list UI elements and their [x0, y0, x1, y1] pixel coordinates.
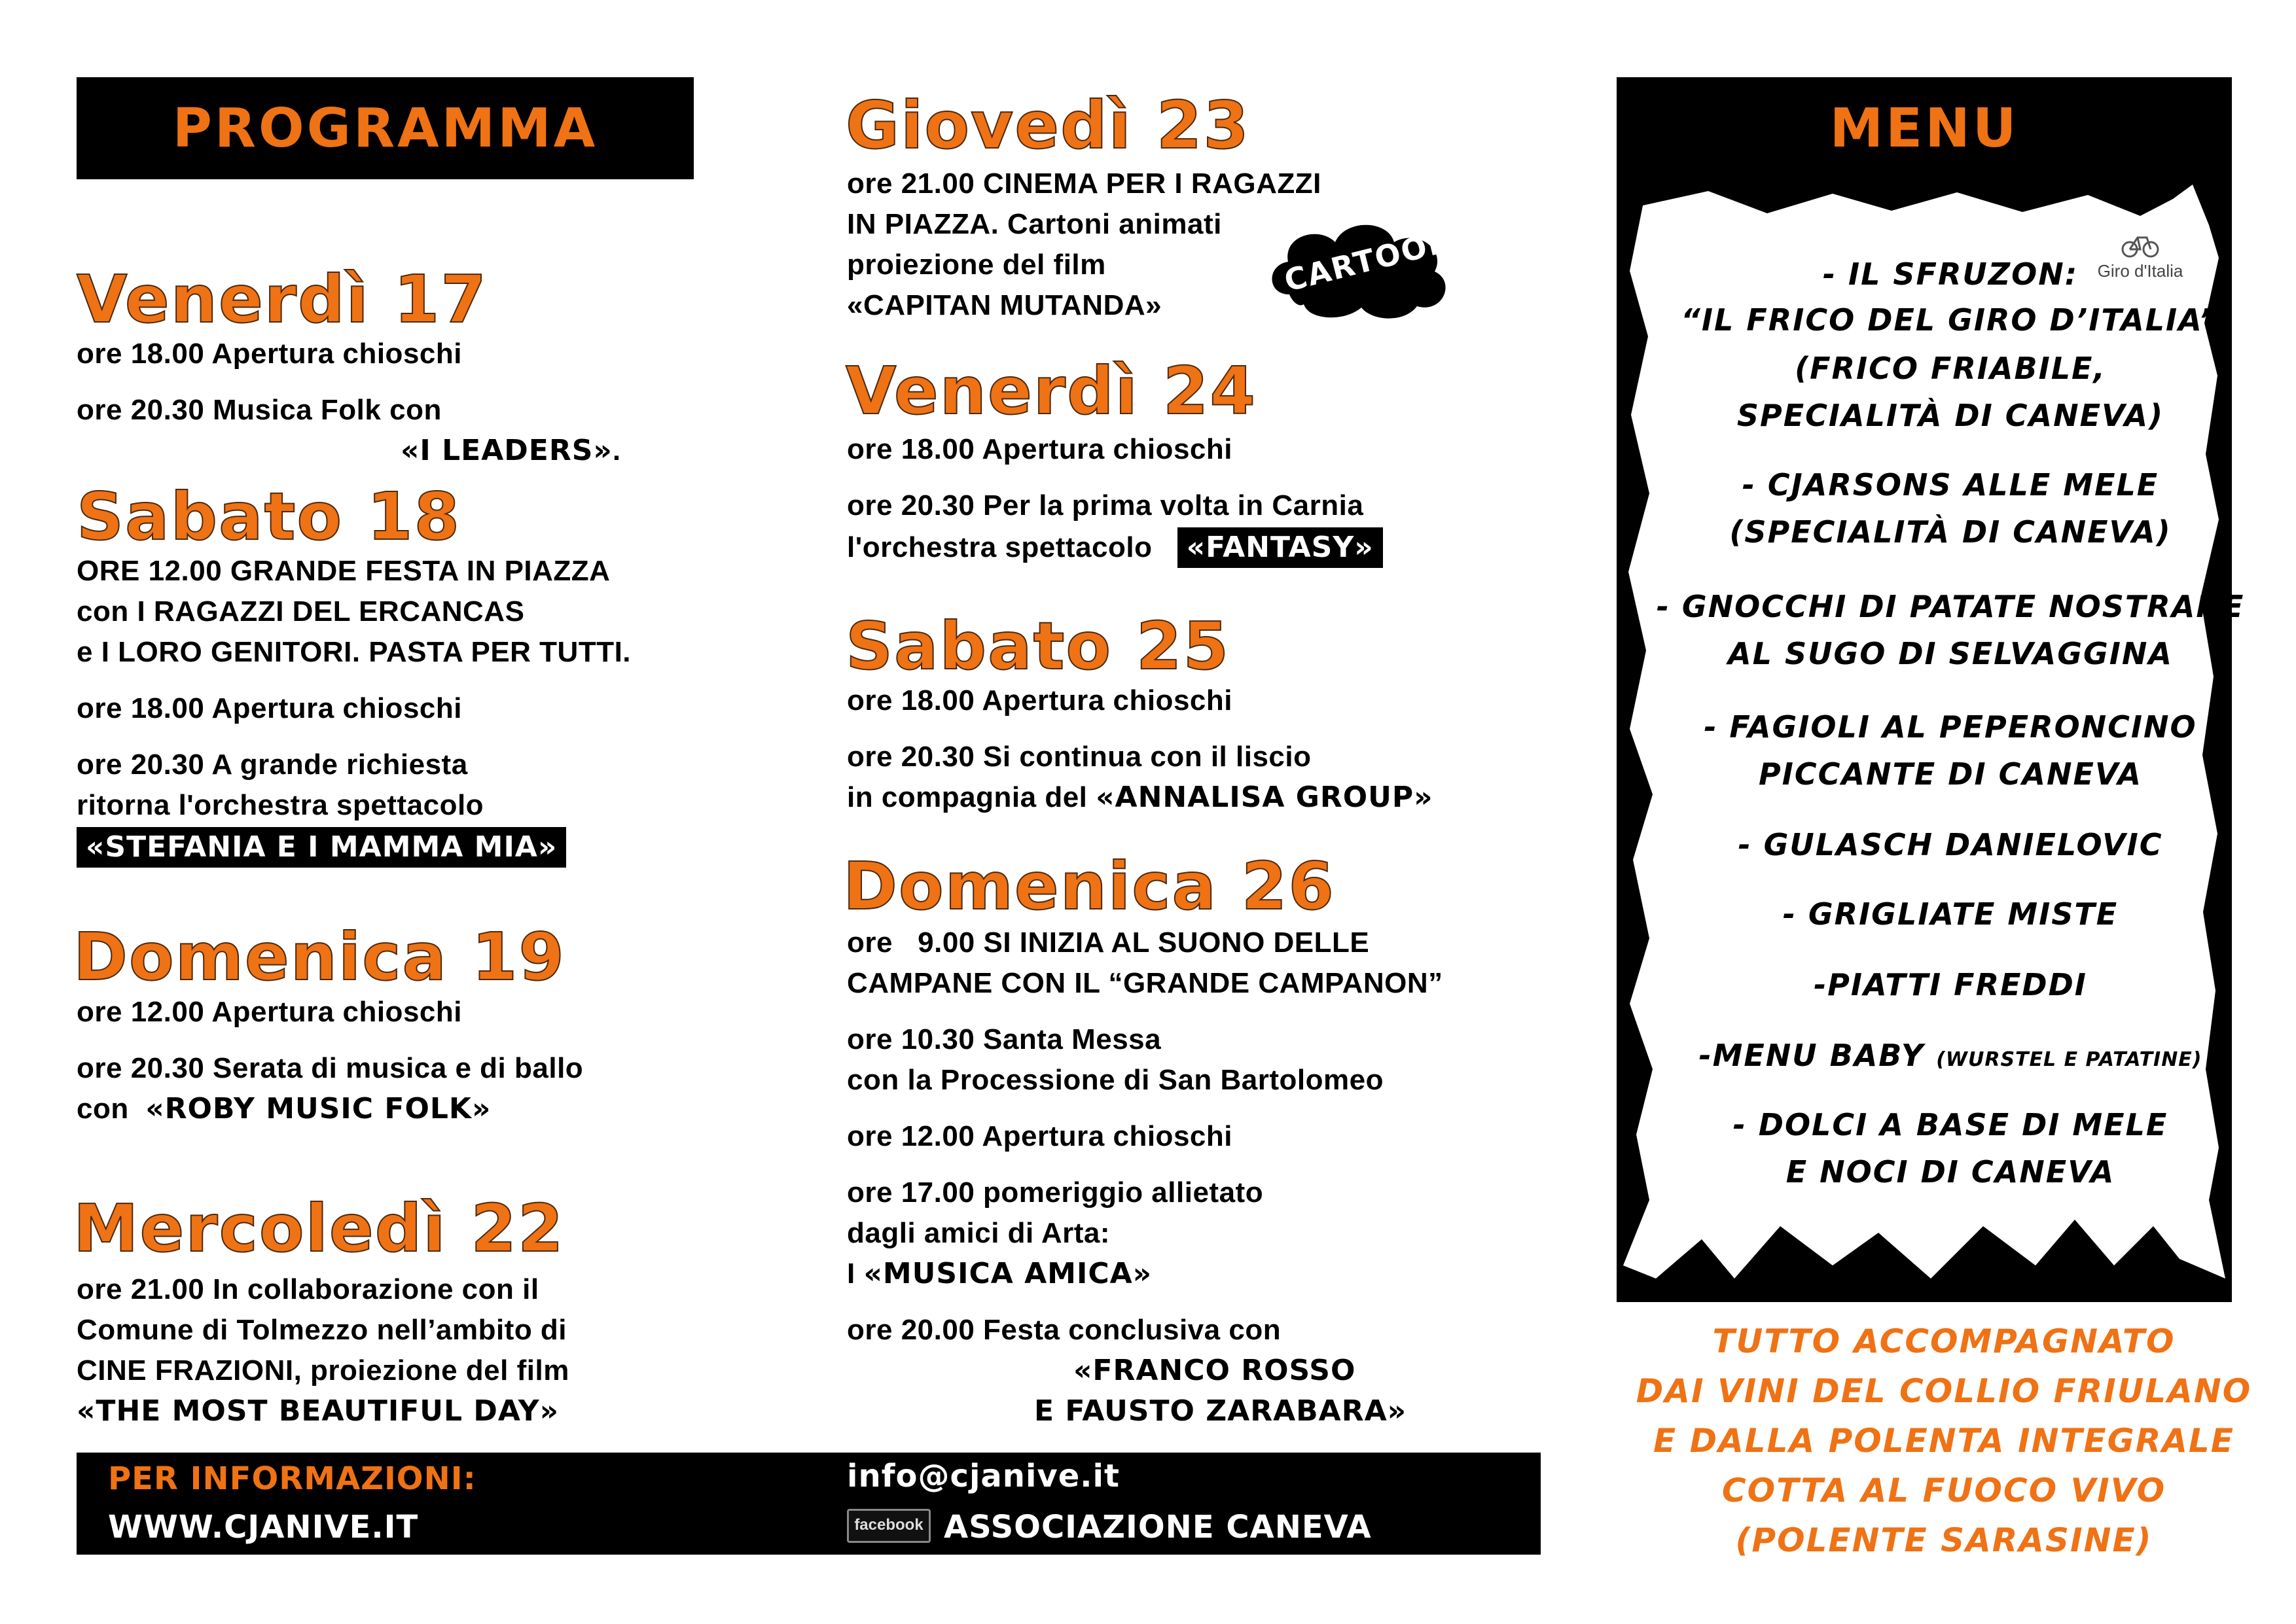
programma-title: PROGRAMMA	[172, 97, 598, 160]
event-line: ore 20.00 Festa conclusiva con	[847, 1314, 1282, 1346]
day-title-domenica-26: Domenica 26	[843, 848, 1335, 925]
event-line: ore 12.00 Apertura chioschi	[847, 1120, 1232, 1152]
event-line: ore 20.30 A grande richiesta	[77, 749, 468, 781]
menu-header	[1617, 77, 2232, 179]
event-line	[847, 1254, 1152, 1294]
performer-name: «ROBY MUSIC FOLK»	[145, 1092, 492, 1125]
menu-note-line: TUTTO ACCOMPAGNATO	[1712, 1322, 2176, 1360]
event-line	[77, 1089, 491, 1129]
event-line	[847, 777, 1433, 818]
cartoon-badge	[1263, 216, 1458, 321]
event-line: ritorna l'orchestra spettacolo	[77, 789, 484, 821]
event-line: ore 9.00 SI INIZIA AL SUONO DELLE	[847, 927, 1370, 959]
event-line: con I RAGAZZI DEL ERCANCAS	[77, 595, 525, 627]
event-line: ore 18.00 Apertura chioschi	[847, 433, 1232, 465]
day-title-sabato-25: Sabato 25	[846, 608, 1230, 684]
day-title-mercoledi-22: Mercoledì 22	[73, 1190, 565, 1267]
event-line: ore 10.30 Santa Messa	[847, 1023, 1162, 1055]
event-line: proiezione del film	[847, 249, 1106, 281]
info-label: PER INFORMAZIONI:	[108, 1460, 476, 1497]
facebook-label: facebook	[854, 1516, 924, 1534]
event-line: ore 20.30 Per la prima volta in Carnia	[847, 489, 1364, 521]
menu-item: - GNOCCHI DI PATATE NOSTRANE	[1656, 589, 2245, 624]
menu-item: - IL SFRUZON:	[1822, 256, 2079, 292]
website-link[interactable]: WWW.CJANIVE.IT	[108, 1509, 419, 1545]
menu-title: MENU	[1829, 97, 2019, 160]
menu-item: - CJARSONS ALLE MELE	[1742, 467, 2159, 503]
event-line: ore 12.00 Apertura chioschi	[77, 996, 462, 1028]
event-line: ore 20.30 Si continua con il liscio	[847, 741, 1312, 773]
event-line: ore 20.30 Musica Folk con	[77, 394, 442, 426]
event-line: ore 18.00 Apertura chioschi	[77, 338, 462, 370]
menu-item: E NOCI DI CANEVA	[1785, 1154, 2115, 1190]
programma-header	[77, 77, 694, 179]
performer-name-boxed: «FANTASY»	[1177, 527, 1383, 568]
event-line: e I LORO GENITORI. PASTA PER TUTTI.	[77, 636, 632, 668]
event-line: ORE 12.00 GRANDE FESTA IN PIAZZA	[77, 555, 611, 587]
menu-item: AL SUGO DI SELVAGGINA	[1728, 636, 2173, 671]
menu-item: -PIATTI FREDDI	[1814, 967, 2087, 1002]
performer-name: «ANNALISA GROUP»	[1096, 781, 1433, 814]
menu-item-main: -MENU BABY	[1698, 1038, 1925, 1073]
event-line	[401, 431, 621, 471]
event-line: CINE FRAZIONI, proiezione del film	[77, 1354, 569, 1386]
menu-note-line: DAI VINI DEL COLLIO FRIULANO	[1636, 1372, 2252, 1410]
punctuation: .	[612, 434, 621, 467]
menu-item: “IL FRICO DEL GIRO D’ITALIA”	[1681, 302, 2220, 338]
menu-item: - GULASCH DANIELOVIC	[1738, 827, 2163, 862]
menu-item: - FAGIOLI AL PEPERONCINO	[1704, 709, 2197, 745]
menu-note-line: COTTA AL FUOCO VIVO	[1721, 1472, 2166, 1509]
day-title-giovedi-23: Giovedì 23	[846, 87, 1250, 164]
event-line: ore 21.00 CINEMA PER I RAGAZZI	[847, 168, 1321, 200]
giro-italia-label: Giro d'Italia	[2097, 261, 2183, 281]
event-line: CAMPANE CON IL “GRANDE CAMPANON”	[847, 967, 1443, 999]
menu-item: (SPECIALITÀ DI CANEVA)	[1729, 514, 2172, 550]
menu-item: PICCANTE DI CANEVA	[1759, 756, 2142, 792]
menu-item: SPECIALITÀ DI CANEVA)	[1736, 398, 2164, 433]
event-line: ore 18.00 Apertura chioschi	[847, 684, 1232, 716]
performer-name: «FRANCO ROSSO	[1073, 1354, 1356, 1387]
event-text: in compagnia del	[847, 781, 1088, 813]
film-title: «CAPITAN MUTANDA»	[847, 289, 1162, 321]
day-title-domenica-19: Domenica 19	[73, 919, 565, 995]
event-line: ore 17.00 pomeriggio allietato	[847, 1176, 1264, 1209]
association-name: ASSOCIAZIONE CANEVA	[944, 1509, 1372, 1545]
event-line: Comune di Tolmezzo nell’ambito di	[77, 1314, 567, 1346]
email-link[interactable]: info@cjanive.it	[847, 1458, 1120, 1494]
event-line: ore 18.00 Apertura chioschi	[77, 692, 462, 724]
performer-name: «MUSICA AMICA»	[863, 1257, 1153, 1290]
menu-item: - DOLCI A BASE DI MELE	[1732, 1107, 2168, 1142]
event-line: dagli amici di Arta:	[847, 1217, 1111, 1249]
day-title-venerdi-17: Venerdì 17	[77, 261, 488, 338]
cartoon-label: CARTOON	[1280, 222, 1458, 299]
event-line	[847, 527, 1383, 568]
event-text: con	[77, 1093, 129, 1125]
event-line: ore 20.30 Serata di musica e di ballo	[77, 1052, 584, 1084]
event-line	[77, 827, 566, 868]
performer-name: «I LEADERS»	[401, 434, 613, 467]
menu-item-detail: (WURSTEL E PATATINE)	[1936, 1048, 2202, 1071]
facebook-icon[interactable]	[847, 1509, 931, 1543]
event-text: l'orchestra spettacolo	[847, 531, 1153, 563]
menu-item: (FRICO FRIABILE,	[1795, 351, 2106, 386]
event-line: IN PIAZZA. Cartoni animati	[847, 208, 1222, 240]
menu-note-line: E DALLA POLENTA INTEGRALE	[1653, 1422, 2234, 1460]
menu-item	[1623, 1031, 2278, 1084]
film-title: «THE MOST BEAUTIFUL DAY»	[77, 1394, 560, 1428]
performer-name-boxed: «STEFANIA E I MAMMA MIA»	[77, 827, 566, 868]
performer-name: E FAUSTO ZARABARA»	[1034, 1394, 1407, 1428]
event-line: ore 21.00 In collaborazione con il	[77, 1273, 539, 1305]
day-title-venerdi-24: Venerdì 24	[846, 353, 1257, 429]
menu-note-line: (POLENTE SARASINE)	[1735, 1521, 2153, 1559]
menu-item: - GRIGLIATE MISTE	[1782, 896, 2119, 932]
event-line: con la Processione di San Bartolomeo	[847, 1064, 1384, 1096]
event-text: I	[847, 1258, 855, 1290]
day-title-sabato-18: Sabato 18	[77, 478, 461, 555]
